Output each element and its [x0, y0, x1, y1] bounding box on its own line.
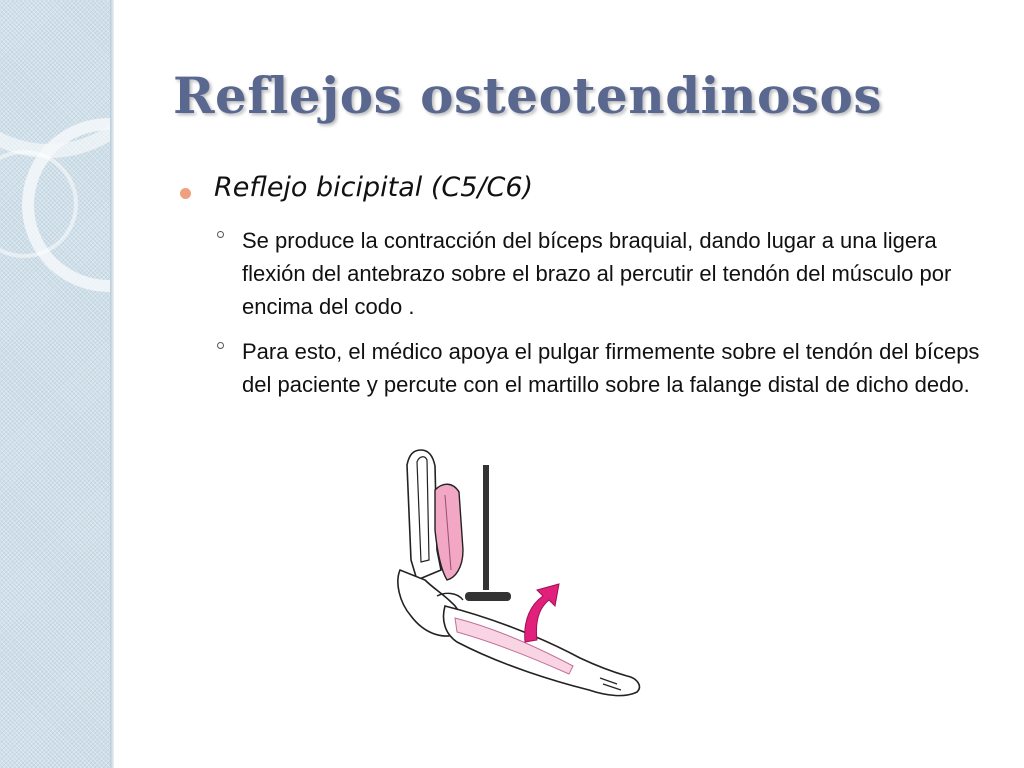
reflex-illustration — [385, 420, 655, 720]
sub-bullet-text: Para esto, el médico apoya el pulgar firmemente sobre el tendón del bíceps del paciente y percute con el martillo sobre la falange distal de dicho dedo. — [242, 339, 980, 397]
bullet-text: Reflejo bicipital (C5/C6) — [214, 172, 534, 203]
sub-bullet-ring-icon — [217, 342, 224, 349]
sub-bullet-ring-icon — [217, 231, 224, 238]
bullet-item — [180, 172, 1000, 224]
sub-bullet-item — [180, 224, 1000, 323]
hammer-head — [465, 592, 511, 601]
bullet-dot-icon — [180, 188, 191, 199]
sub-bullet-text: Se produce la contracción del bíceps braquial, dando lugar a una ligera flexión del antebrazo sobre el brazo al percutir el tendón del músculo por encima del codo . — [242, 228, 952, 319]
sub-bullet-item — [180, 335, 1000, 401]
flexion-arrow-icon — [525, 584, 559, 642]
slide-title: Reflejos osteotendinosos — [173, 66, 882, 125]
slide-content — [180, 172, 1000, 413]
sidebar-decoration — [0, 0, 112, 768]
sidebar-edge — [110, 0, 114, 768]
